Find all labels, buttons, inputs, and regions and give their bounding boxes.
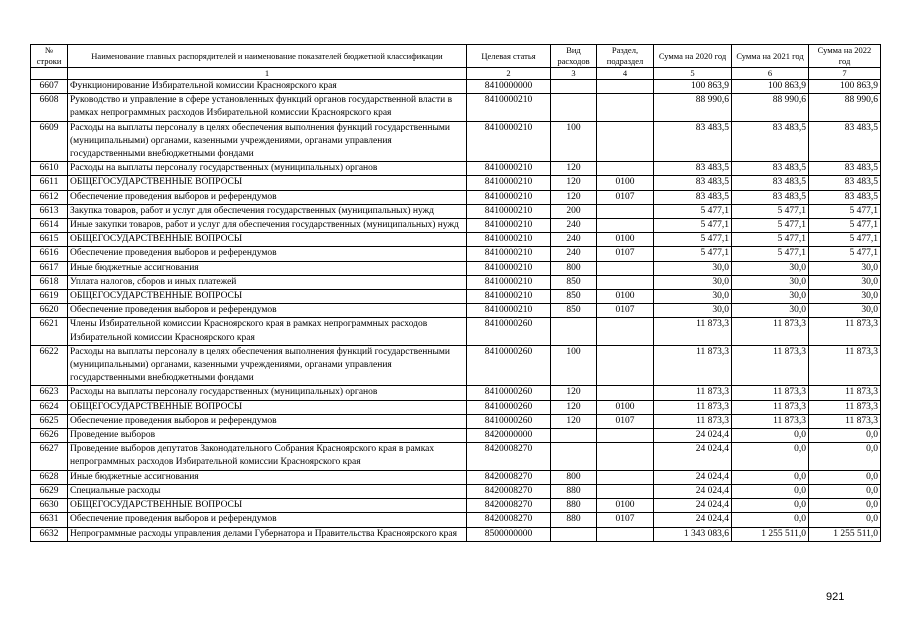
table-row: [31, 162, 881, 176]
section-cell: [597, 261, 654, 275]
column-number: 1: [68, 68, 467, 80]
table-row: [31, 513, 881, 527]
header-sum-2022: Сумма на 2022 год: [809, 45, 881, 68]
row-number-cell: 6609: [31, 121, 68, 162]
section-cell: [597, 386, 654, 400]
sum-2021-cell: 83 483,5: [732, 176, 809, 190]
row-number-cell: 6629: [31, 484, 68, 498]
name-cell: Расходы на выплаты персоналу государственных (муниципальных) органов: [68, 386, 467, 400]
table-row: [31, 261, 881, 275]
target-article-cell: 8410000210: [467, 121, 551, 162]
sum-2021-cell: 0,0: [732, 513, 809, 527]
name-cell: Уплата налогов, сборов и иных платежей: [68, 275, 467, 289]
row-number-cell: 6608: [31, 94, 68, 121]
section-cell: [597, 484, 654, 498]
sum-2022-cell: 30,0: [809, 304, 881, 318]
table-row: [31, 204, 881, 218]
expense-kind-cell: [551, 318, 597, 345]
sum-2021-cell: 30,0: [732, 275, 809, 289]
target-article-cell: 8410000260: [467, 400, 551, 414]
row-number-cell: 6622: [31, 345, 68, 386]
header-sum-2021: Сумма на 2021 год: [732, 45, 809, 68]
sum-2021-cell: 11 873,3: [732, 318, 809, 345]
table-row: [31, 80, 881, 94]
expense-kind-cell: 240: [551, 233, 597, 247]
name-cell: ОБЩЕГОСУДАРСТВЕННЫЕ ВОПРОСЫ: [68, 400, 467, 414]
header-sum-2020: Сумма на 2020 год: [654, 45, 732, 68]
sum-2020-cell: 83 483,5: [654, 162, 732, 176]
table-row: [31, 386, 881, 400]
table-row: [31, 484, 881, 498]
row-number-cell: 6610: [31, 162, 68, 176]
expense-kind-cell: 120: [551, 414, 597, 428]
target-article-cell: 8410000210: [467, 176, 551, 190]
row-number-cell: 6612: [31, 190, 68, 204]
sum-2021-cell: 11 873,3: [732, 414, 809, 428]
table-row: [31, 219, 881, 233]
sum-2022-cell: 11 873,3: [809, 414, 881, 428]
target-article-cell: 8410000210: [467, 233, 551, 247]
row-number-cell: 6632: [31, 527, 68, 541]
name-cell: Проведение выборов депутатов Законодательного Собрания Красноярского края в рамках непрограммных расходов Избирательной комиссии Красноярского края: [68, 443, 467, 470]
sum-2022-cell: 83 483,5: [809, 190, 881, 204]
sum-2022-cell: 83 483,5: [809, 162, 881, 176]
section-cell: 0100: [597, 499, 654, 513]
expense-kind-cell: 240: [551, 219, 597, 233]
name-cell: Расходы на выплаты персоналу в целях обеспечения выполнения функций государственными (муниципальными) органами, казенными учреждениями, органами управления государственными внебюджетными фондами: [68, 121, 467, 162]
name-cell: Расходы на выплаты персоналу в целях обеспечения выполнения функций государственными (муниципальными) органами, казенными учреждениями, органами управления государственными внебюджетными фондами: [68, 345, 467, 386]
name-cell: ОБЩЕГОСУДАРСТВЕННЫЕ ВОПРОСЫ: [68, 499, 467, 513]
expense-kind-cell: 120: [551, 162, 597, 176]
sum-2020-cell: 5 477,1: [654, 247, 732, 261]
section-cell: 0107: [597, 190, 654, 204]
sum-2022-cell: 5 477,1: [809, 204, 881, 218]
sum-2020-cell: 88 990,6: [654, 94, 732, 121]
target-article-cell: 8410000260: [467, 318, 551, 345]
name-cell: Обеспечение проведения выборов и референдумов: [68, 513, 467, 527]
row-number-cell: 6615: [31, 233, 68, 247]
expense-kind-cell: 880: [551, 484, 597, 498]
column-number: 3: [551, 68, 597, 80]
sum-2022-cell: 0,0: [809, 484, 881, 498]
sum-2020-cell: 24 024,4: [654, 429, 732, 443]
column-number-row: [31, 68, 881, 80]
sum-2021-cell: 83 483,5: [732, 190, 809, 204]
target-article-cell: 8410000210: [467, 261, 551, 275]
target-article-cell: 8410000260: [467, 386, 551, 400]
sum-2020-cell: 30,0: [654, 275, 732, 289]
sum-2022-cell: 83 483,5: [809, 121, 881, 162]
expense-kind-cell: 100: [551, 121, 597, 162]
page-number: 921: [826, 591, 845, 603]
target-article-cell: 8500000000: [467, 527, 551, 541]
section-cell: [597, 162, 654, 176]
name-cell: Расходы на выплаты персоналу государственных (муниципальных) органов: [68, 162, 467, 176]
column-number: 4: [597, 68, 654, 80]
section-cell: [597, 219, 654, 233]
sum-2022-cell: 0,0: [809, 443, 881, 470]
row-number-cell: 6630: [31, 499, 68, 513]
budget-table: [30, 44, 881, 542]
expense-kind-cell: 120: [551, 190, 597, 204]
sum-2021-cell: 30,0: [732, 290, 809, 304]
target-article-cell: 8410000210: [467, 94, 551, 121]
name-cell: Обеспечение проведения выборов и референдумов: [68, 414, 467, 428]
sum-2021-cell: 83 483,5: [732, 121, 809, 162]
column-number: [31, 68, 68, 80]
sum-2021-cell: 88 990,6: [732, 94, 809, 121]
sum-2020-cell: 24 024,4: [654, 513, 732, 527]
sum-2022-cell: 30,0: [809, 261, 881, 275]
row-number-cell: 6625: [31, 414, 68, 428]
section-cell: [597, 80, 654, 94]
sum-2020-cell: 83 483,5: [654, 176, 732, 190]
section-cell: [597, 345, 654, 386]
target-article-cell: 8410000000: [467, 80, 551, 94]
expense-kind-cell: 100: [551, 345, 597, 386]
target-article-cell: 8410000210: [467, 304, 551, 318]
expense-kind-cell: 120: [551, 176, 597, 190]
expense-kind-cell: [551, 429, 597, 443]
header-section: Раздел, подраздел: [597, 45, 654, 68]
sum-2021-cell: 1 255 511,0: [732, 527, 809, 541]
row-number-cell: 6617: [31, 261, 68, 275]
sum-2022-cell: 0,0: [809, 429, 881, 443]
section-cell: 0100: [597, 400, 654, 414]
column-number: 7: [809, 68, 881, 80]
header-row-no: № строки: [31, 45, 68, 68]
section-cell: [597, 94, 654, 121]
table-row: [31, 275, 881, 289]
name-cell: Члены Избирательной комиссии Красноярского края в рамках непрограммных расходов Избирательной комиссии Красноярского края: [68, 318, 467, 345]
sum-2020-cell: 5 477,1: [654, 204, 732, 218]
name-cell: Функционирование Избирательной комиссии Красноярского края: [68, 80, 467, 94]
column-number: 2: [467, 68, 551, 80]
row-number-cell: 6628: [31, 470, 68, 484]
sum-2020-cell: 30,0: [654, 261, 732, 275]
name-cell: Закупка товаров, работ и услуг для обеспечения государственных (муниципальных) нужд: [68, 204, 467, 218]
sum-2021-cell: 5 477,1: [732, 219, 809, 233]
table-row: [31, 190, 881, 204]
row-number-cell: 6619: [31, 290, 68, 304]
section-cell: 0107: [597, 304, 654, 318]
name-cell: ОБЩЕГОСУДАРСТВЕННЫЕ ВОПРОСЫ: [68, 176, 467, 190]
sum-2020-cell: 11 873,3: [654, 400, 732, 414]
sum-2022-cell: 11 873,3: [809, 400, 881, 414]
sum-2022-cell: 88 990,6: [809, 94, 881, 121]
header-target: Целевая статья: [467, 45, 551, 68]
row-number-cell: 6618: [31, 275, 68, 289]
column-number: 5: [654, 68, 732, 80]
expense-kind-cell: [551, 443, 597, 470]
expense-kind-cell: 880: [551, 499, 597, 513]
expense-kind-cell: 120: [551, 386, 597, 400]
table-body: [31, 80, 881, 542]
section-cell: [597, 275, 654, 289]
target-article-cell: 8410000210: [467, 290, 551, 304]
name-cell: Иные бюджетные ассигнования: [68, 261, 467, 275]
sum-2020-cell: 24 024,4: [654, 499, 732, 513]
sum-2022-cell: 0,0: [809, 470, 881, 484]
target-article-cell: 8420008270: [467, 443, 551, 470]
row-number-cell: 6621: [31, 318, 68, 345]
section-cell: [597, 527, 654, 541]
sum-2021-cell: 5 477,1: [732, 233, 809, 247]
sum-2020-cell: 24 024,4: [654, 484, 732, 498]
sum-2020-cell: 100 863,9: [654, 80, 732, 94]
sum-2021-cell: 100 863,9: [732, 80, 809, 94]
row-number-cell: 6616: [31, 247, 68, 261]
target-article-cell: 8410000210: [467, 190, 551, 204]
name-cell: ОБЩЕГОСУДАРСТВЕННЫЕ ВОПРОСЫ: [68, 233, 467, 247]
table-row: [31, 318, 881, 345]
table-row: [31, 94, 881, 121]
sum-2022-cell: 0,0: [809, 499, 881, 513]
sum-2021-cell: 83 483,5: [732, 162, 809, 176]
sum-2021-cell: 11 873,3: [732, 400, 809, 414]
sum-2022-cell: 5 477,1: [809, 247, 881, 261]
table-row: [31, 443, 881, 470]
row-number-cell: 6607: [31, 80, 68, 94]
row-number-cell: 6611: [31, 176, 68, 190]
sum-2021-cell: 5 477,1: [732, 204, 809, 218]
sum-2022-cell: 11 873,3: [809, 318, 881, 345]
name-cell: Непрограммные расходы управления делами Губернатора и Правительства Красноярского края: [68, 527, 467, 541]
expense-kind-cell: [551, 80, 597, 94]
section-cell: 0107: [597, 414, 654, 428]
sum-2020-cell: 83 483,5: [654, 121, 732, 162]
row-number-cell: 6627: [31, 443, 68, 470]
table-row: [31, 345, 881, 386]
sum-2020-cell: 11 873,3: [654, 414, 732, 428]
sum-2020-cell: 30,0: [654, 304, 732, 318]
sum-2021-cell: 0,0: [732, 499, 809, 513]
row-number-cell: 6620: [31, 304, 68, 318]
table-row: [31, 290, 881, 304]
row-number-cell: 6626: [31, 429, 68, 443]
header-name: Наименование главных распорядителей и наименование показателей бюджетной классификации: [68, 45, 467, 68]
table-row: [31, 304, 881, 318]
section-cell: 0100: [597, 233, 654, 247]
section-cell: [597, 121, 654, 162]
sum-2021-cell: 5 477,1: [732, 247, 809, 261]
target-article-cell: 8410000260: [467, 345, 551, 386]
expense-kind-cell: 850: [551, 304, 597, 318]
sum-2020-cell: 1 343 083,6: [654, 527, 732, 541]
section-cell: [597, 429, 654, 443]
table-row: [31, 121, 881, 162]
name-cell: Проведение выборов: [68, 429, 467, 443]
budget-sheet: [30, 44, 881, 542]
sum-2020-cell: 5 477,1: [654, 233, 732, 247]
table-row: [31, 470, 881, 484]
expense-kind-cell: 800: [551, 470, 597, 484]
expense-kind-cell: 880: [551, 513, 597, 527]
sum-2020-cell: 83 483,5: [654, 190, 732, 204]
table-row: [31, 400, 881, 414]
sum-2020-cell: 24 024,4: [654, 443, 732, 470]
table-row: [31, 176, 881, 190]
sum-2022-cell: 5 477,1: [809, 219, 881, 233]
header-kind: Вид расходов: [551, 45, 597, 68]
sum-2022-cell: 0,0: [809, 513, 881, 527]
expense-kind-cell: 240: [551, 247, 597, 261]
table-row: [31, 499, 881, 513]
name-cell: Обеспечение проведения выборов и референдумов: [68, 190, 467, 204]
section-cell: [597, 443, 654, 470]
target-article-cell: 8410000210: [467, 162, 551, 176]
section-cell: [597, 204, 654, 218]
expense-kind-cell: 850: [551, 290, 597, 304]
sum-2021-cell: 11 873,3: [732, 386, 809, 400]
sum-2022-cell: 83 483,5: [809, 176, 881, 190]
expense-kind-cell: 800: [551, 261, 597, 275]
sum-2020-cell: 11 873,3: [654, 318, 732, 345]
sum-2020-cell: 11 873,3: [654, 386, 732, 400]
sum-2021-cell: 30,0: [732, 261, 809, 275]
name-cell: ОБЩЕГОСУДАРСТВЕННЫЕ ВОПРОСЫ: [68, 290, 467, 304]
sum-2022-cell: 30,0: [809, 290, 881, 304]
row-number-cell: 6623: [31, 386, 68, 400]
name-cell: Руководство и управление в сфере установленных функций органов государственной власти в рамках непрограммных расходов Избирательной комиссии Красноярского края: [68, 94, 467, 121]
row-number-cell: 6614: [31, 219, 68, 233]
sum-2022-cell: 11 873,3: [809, 386, 881, 400]
section-cell: 0107: [597, 247, 654, 261]
target-article-cell: 8420008270: [467, 470, 551, 484]
name-cell: Обеспечение проведения выборов и референдумов: [68, 304, 467, 318]
table-row: [31, 247, 881, 261]
row-number-cell: 6613: [31, 204, 68, 218]
sum-2021-cell: 30,0: [732, 304, 809, 318]
target-article-cell: 8420008270: [467, 499, 551, 513]
sum-2022-cell: 100 863,9: [809, 80, 881, 94]
sum-2021-cell: 0,0: [732, 443, 809, 470]
sum-2020-cell: 30,0: [654, 290, 732, 304]
expense-kind-cell: [551, 527, 597, 541]
column-number: 6: [732, 68, 809, 80]
sum-2022-cell: 5 477,1: [809, 233, 881, 247]
target-article-cell: 8420008270: [467, 513, 551, 527]
sum-2020-cell: 5 477,1: [654, 219, 732, 233]
header-row: [31, 45, 881, 68]
row-number-cell: 6624: [31, 400, 68, 414]
name-cell: Обеспечение проведения выборов и референдумов: [68, 247, 467, 261]
name-cell: Иные закупки товаров, работ и услуг для обеспечения государственных (муниципальных) нужд: [68, 219, 467, 233]
table-row: [31, 233, 881, 247]
sum-2022-cell: 30,0: [809, 275, 881, 289]
target-article-cell: 8410000210: [467, 219, 551, 233]
target-article-cell: 8410000210: [467, 204, 551, 218]
section-cell: 0100: [597, 290, 654, 304]
target-article-cell: 8420000000: [467, 429, 551, 443]
sum-2020-cell: 24 024,4: [654, 470, 732, 484]
expense-kind-cell: 200: [551, 204, 597, 218]
target-article-cell: 8420008270: [467, 484, 551, 498]
section-cell: 0100: [597, 176, 654, 190]
target-article-cell: 8410000210: [467, 275, 551, 289]
section-cell: [597, 318, 654, 345]
expense-kind-cell: [551, 94, 597, 121]
sum-2020-cell: 11 873,3: [654, 345, 732, 386]
table-row: [31, 414, 881, 428]
name-cell: Специальные расходы: [68, 484, 467, 498]
expense-kind-cell: 120: [551, 400, 597, 414]
table-row: [31, 429, 881, 443]
name-cell: Иные бюджетные ассигнования: [68, 470, 467, 484]
sum-2021-cell: 0,0: [732, 429, 809, 443]
sum-2022-cell: 11 873,3: [809, 345, 881, 386]
table-row: [31, 527, 881, 541]
sum-2021-cell: 11 873,3: [732, 345, 809, 386]
section-cell: 0107: [597, 513, 654, 527]
expense-kind-cell: 850: [551, 275, 597, 289]
sum-2022-cell: 1 255 511,0: [809, 527, 881, 541]
sum-2021-cell: 0,0: [732, 470, 809, 484]
section-cell: [597, 470, 654, 484]
target-article-cell: 8410000260: [467, 414, 551, 428]
target-article-cell: 8410000210: [467, 247, 551, 261]
sum-2021-cell: 0,0: [732, 484, 809, 498]
row-number-cell: 6631: [31, 513, 68, 527]
